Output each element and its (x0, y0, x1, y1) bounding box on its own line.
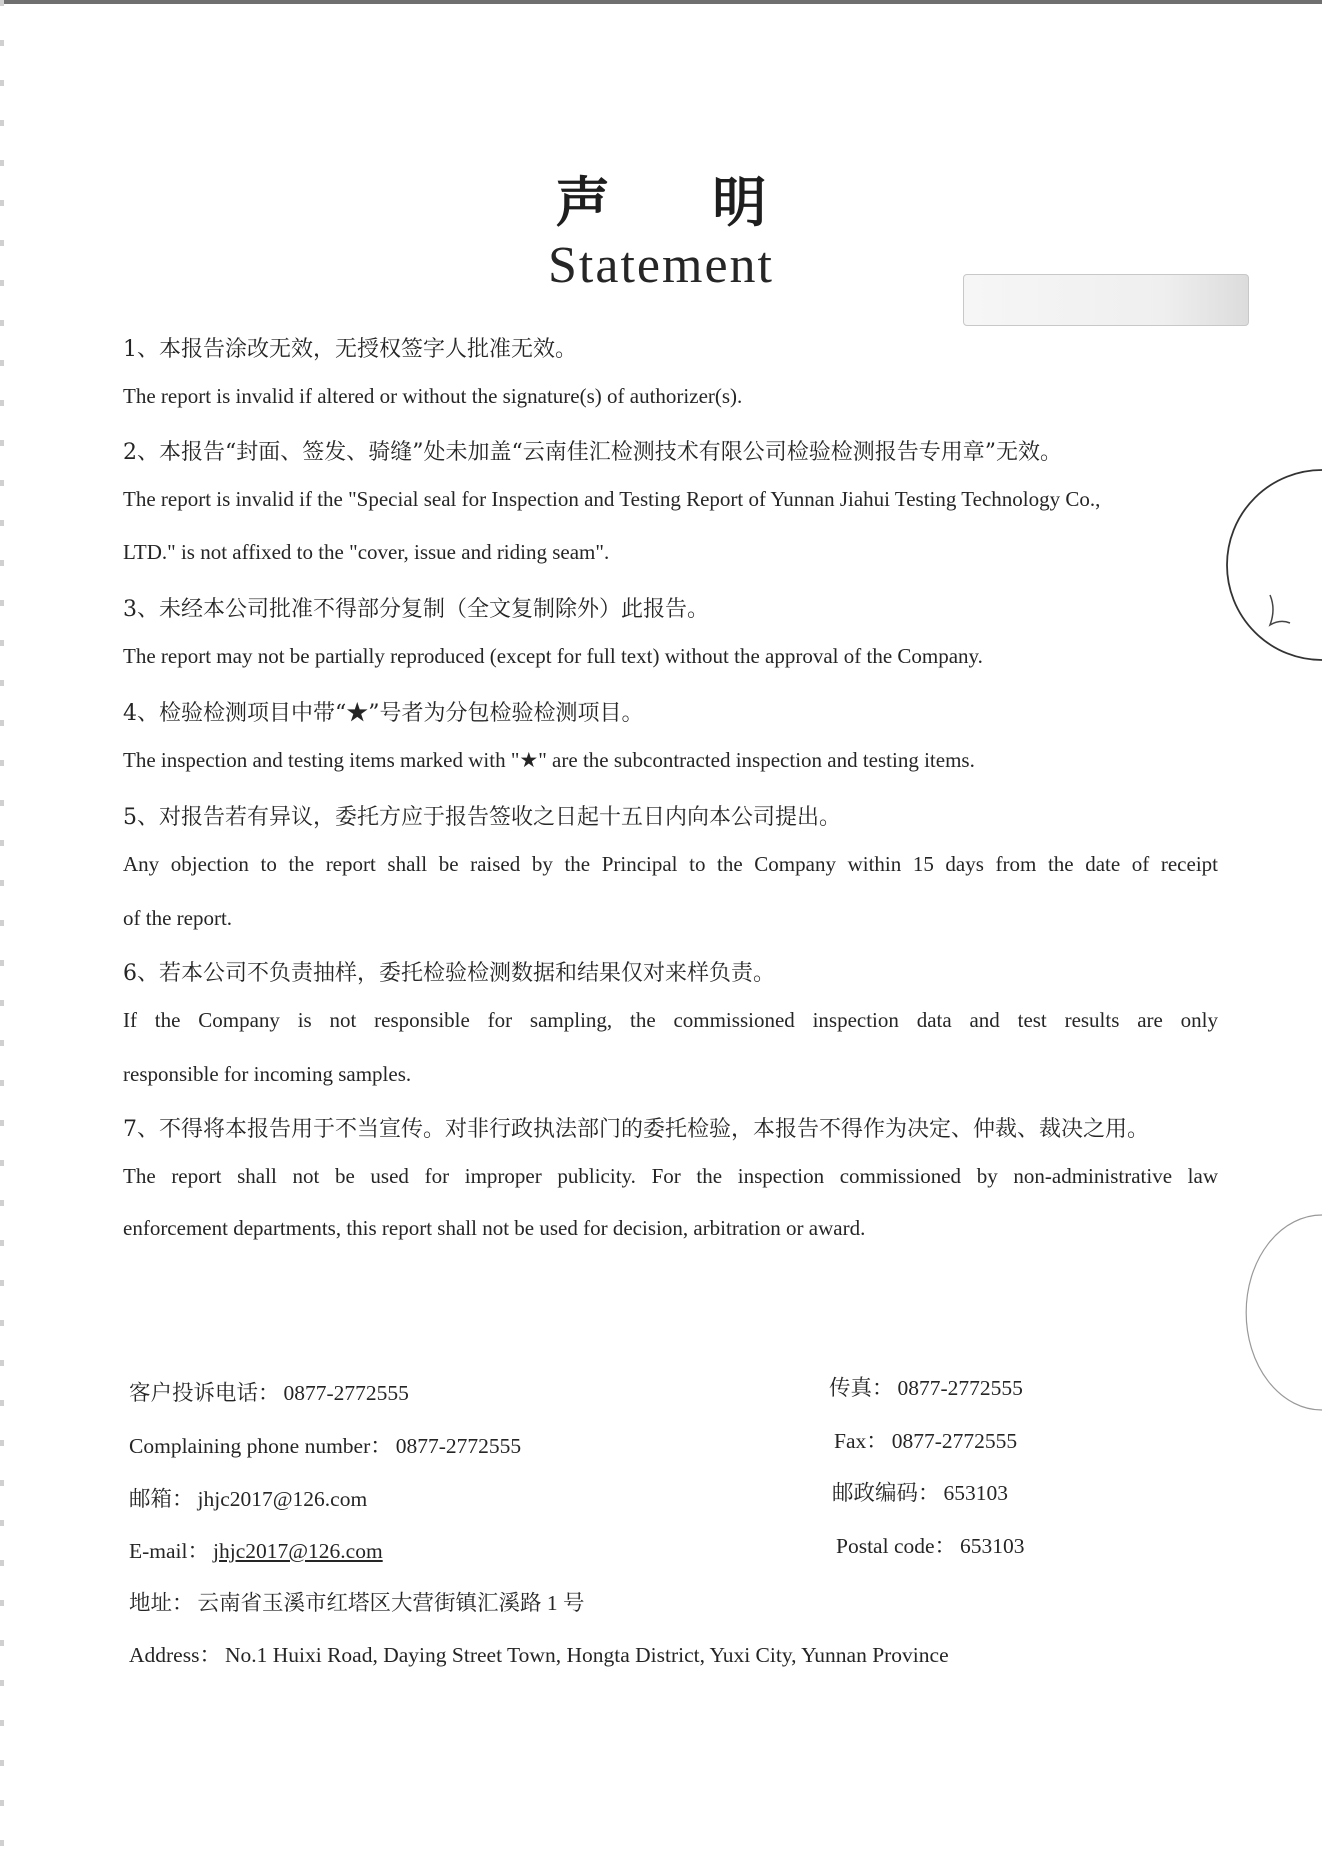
postal-code-en-value: 653103 (960, 1534, 1025, 1558)
address-zh (129, 1586, 585, 1617)
item-7-en-line2: enforcement departments, this report shall not be used for decision, arbitration or award. (123, 1216, 866, 1240)
complaint-phone-en-label: Complaining phone number： (129, 1434, 392, 1458)
item-4-zh: 4、检验检测项目中带“★”号者为分包检验检测项目。 (123, 701, 644, 726)
item-6-en-line1: If the Company is not responsible for sampling, the commissioned inspection data and test results are only (123, 1008, 1218, 1032)
item-2-en-line1: The report is invalid if the "Special seal for Inspection and Testing Report of Yunnan Jiahui Testing Technology Co., (123, 487, 1101, 511)
fax-zh-label: 传真： (829, 1376, 894, 1400)
email-zh-label: 邮箱： (129, 1487, 194, 1511)
item-6-zh: 6、若本公司不负责抽样，委托检验检测数据和结果仅对来样负责。 (123, 961, 775, 986)
address-zh-label: 地址： (129, 1591, 194, 1615)
postal-code-zh (832, 1476, 1008, 1507)
complaint-phone-en (129, 1429, 521, 1460)
item-6-en-line2: responsible for incoming samples. (123, 1062, 412, 1086)
item-5-en-line1: Any objection to the report shall be raised by the Principal to the Company within 15 days from the date of receipt (123, 852, 1218, 876)
redacted-box (963, 274, 1249, 326)
fax-zh-value: 0877-2772555 (897, 1376, 1023, 1400)
email-en (129, 1534, 383, 1565)
complaint-phone-zh-value: 0877-2772555 (283, 1381, 409, 1405)
postal-code-en-label: Postal code： (836, 1534, 957, 1558)
postal-code-zh-label: 邮政编码： (832, 1481, 940, 1505)
item-7-en-line1: The report shall not be used for improper publicity. For the inspection commissioned by non-administrative law (123, 1164, 1218, 1188)
postal-code-zh-value: 653103 (943, 1481, 1009, 1505)
email-en-label: E-mail： (129, 1539, 210, 1563)
item-4-en: The inspection and testing items marked with "★" are the subcontracted inspection and testing items. (123, 748, 975, 772)
address-en-label: Address： (129, 1643, 221, 1667)
item-5-en-line2: of the report. (123, 906, 233, 930)
item-3-en: The report may not be partially reproduced (except for full text) without the approval of the Company. (123, 644, 983, 668)
item-2-zh: 2、本报告“封面、签发、骑缝”处未加盖“云南佳汇检测技术有限公司检验检测报告专用章”无效。 (123, 440, 1062, 465)
scan-top-edge (0, 0, 1322, 4)
complaint-phone-en-value: 0877-2772555 (395, 1434, 522, 1458)
item-1-zh: 1、本报告涂改无效，无授权签字人批准无效。 (123, 337, 577, 362)
title-chinese: 声 明 (555, 170, 809, 234)
item-2-en-line2: LTD." is not affixed to the "cover, issue and riding seam". (123, 540, 610, 564)
item-5-zh: 5、对报告若有异议，委托方应于报告签收之日起十五日内向本公司提出。 (123, 805, 841, 830)
address-zh-value: 云南省玉溪市红塔区大营街镇汇溪路 1 号 (197, 1591, 585, 1615)
address-en-value: No.1 Huixi Road, Daying Street Town, Hongta District, Yuxi City, Yunnan Province (224, 1643, 949, 1667)
title-english: Statement (548, 237, 774, 294)
email-en-link[interactable]: jhjc2017@126.com (213, 1539, 383, 1563)
complaint-phone-zh (129, 1376, 409, 1407)
fax-zh (829, 1371, 1023, 1402)
item-7-zh: 7、不得将本报告用于不当宣传。对非行政执法部门的委托检验，本报告不得作为决定、仲裁、裁决之用。 (123, 1117, 1150, 1142)
postal-code-en (836, 1529, 1025, 1560)
email-zh (129, 1482, 367, 1513)
email-zh-value: jhjc2017@126.com (197, 1487, 368, 1511)
item-3-zh: 3、未经本公司批准不得部分复制（全文复制除外）此报告。 (123, 597, 709, 622)
partial-seal-stamp (1222, 0, 1322, 1869)
address-en (129, 1638, 949, 1669)
fax-en (834, 1424, 1017, 1455)
fax-en-label: Fax： (834, 1429, 888, 1453)
fax-en-value: 0877-2772555 (891, 1429, 1018, 1453)
item-1-en: The report is invalid if altered or without the signature(s) of authorizer(s). (123, 384, 743, 408)
complaint-phone-zh-label: 客户投诉电话： (129, 1381, 280, 1405)
